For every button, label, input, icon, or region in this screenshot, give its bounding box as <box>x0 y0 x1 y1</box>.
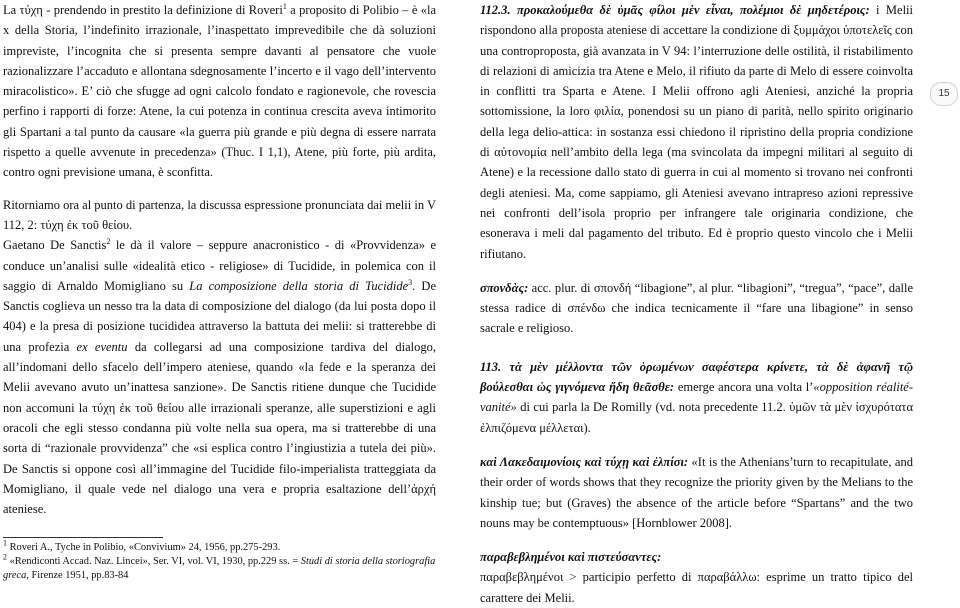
commentary-text: acc. plur. di σπονδή “libagione”, al plur. “libagioni”, “tregua”, “pace”, dalle stessa radice di σπένδω che indica tecnicamente il “fare una libagione” in senso sacrale e religioso. <box>480 280 913 336</box>
footnote-1 <box>3 538 436 555</box>
lemma-heading: 112.3. προκαλούμεθα δὲ ὑμᾶς φίλοι μὲν εἶναι, πολέμιοι δὲ μηδετέροις: <box>480 3 870 17</box>
paragraph-text: . De Sanctis coglieva un nesso tra la data di composizione del dialogo (da lui posta dopo il 404) e la presa di posizione tucididea attraverso la battuta dei melii: si tratterebbe di una profezia <box>3 278 436 354</box>
footnote-ref-1[interactable]: 1 <box>282 1 287 11</box>
paragraph-return: Ritorniamo ora al punto di partenza, la discussa espressione pronunciata dai melii in V 112, 2: τύχη ἐκ τοῦ θείου. <box>3 197 436 232</box>
footnote-2 <box>3 552 436 583</box>
commentary-text: «It is the Athenians’turn to recapitulate, and their order of words shows that they recognize the priority given by the Melians to the kinship tue; but (Graves) the absence of the article before “Spartans” and the two nouns may be contemptuous» [Hornblower 2008]. <box>480 454 913 530</box>
paragraph-text: le dà il valore – seppure anacronistico - di «Provvidenza» e conduce un’analisi sulle «idealità etico - religiose» di Tucidide, in polemica con il saggio di Arnaldo Momigliano su <box>3 238 436 293</box>
commentary-spondas <box>480 278 913 339</box>
footnote-text: «Rendiconti Accad. Naz. Lincei», Ser. VI, vol. VI, 1930, pp.229 ss. = <box>7 556 301 568</box>
paragraph-text: a proposito di Polibio – è «la x della Storia, l’indefinito irrazionale, l’inaspettato imprevedibile che dà soluzioni impreviste, l’incognita che si presenta sempre davanti al pensatore che vuole razionalizzare l’accaduto e allontana sdegnosamente l’incerto e il vago dell’intervento miracolistico». E’ ciò che sfugge ad ogni calcolo fondato e ragionevole, che rovescia perfino i rapporti di forze: Atene, la cui potenza in continua crescita aveva intimorito gli Spartani a tal punto da causare «la guerra più grande e più degna di essere narrata rispetto a quelle avvenute in precedenza» (Thuc. I 1,1), Atene, più forte, più ardita, contro ogni previsione umana, è sconfitta. <box>3 3 437 180</box>
footnotes <box>3 537 436 584</box>
commentary-text: emerge ancora una volta l’ <box>674 380 814 395</box>
footnote-text: , Firenze 1951, pp.83-84 <box>26 570 129 582</box>
lemma-heading: σπονδὰς: <box>480 280 529 295</box>
lemma-heading: καὶ Λακεδαιμονίοις καὶ τύχῃ καὶ ἐλπίσι: <box>480 454 689 469</box>
commentary-parabeblemenoi <box>480 547 913 567</box>
footnote-ref-2[interactable]: 2 <box>106 237 111 247</box>
quoted-phrase: «opposition réalité-vanité» <box>480 380 914 415</box>
footnote-rule <box>3 537 163 538</box>
lemma-heading: παραβεβλημένοι καὶ πιστεύσαντες: <box>480 550 662 565</box>
commentary-112-3 <box>480 0 913 264</box>
paragraph-text: La τύχη - prendendo in prestito la definizione di Roveri <box>3 3 283 17</box>
commentary-parabeblemenoi-text: παραβεβλημένοι > participio perfetto di παραβάλλω: esprime un tratto tipico del carattere dei Melii. <box>480 570 913 605</box>
book-title: La composizione della storia di Tucidide <box>189 278 409 293</box>
commentary-text: i Melii rispondono alla proposta ateniese di accettare la condizione di ξυμμάχοι ὑποτελεῖς con una controproposta, già avanzata in V 94: l’interruzione delle ostilità, il ristabilimento di relazioni di amicizia tra Atene e Melo, il rifiuto da parte di Melo di essere coinvolta in conflitti tra Sparta e Atene. I Melii offrono agli Ateniesi, anziché la propria sottomissione, la loro φιλία, ponendosi su un piano di parità, nello spirito originario della lega delio-attica: in sostanza essi chiedono il ripristino della propria condizione di αὐτονομία nell’ambito della lega (ma svincolata da impegni militari al seguito di Atene) e la recessione dallo stato di guerra in cui al momento si trovano nei confronti degli ateniesi. Ma, come sappiamo, gli Ateniesi avevano intrapreso azioni repressive nei confronti dell’isola proprio per infrangere tale originaria condizione, che esonerava i meli dal pagamento del tributo. Ed è proprio questo vincolo che i Melii rifiutano. <box>480 3 913 261</box>
footnote-text: Roveri A., Tyche in Polibio, «Convivium» 24, 1956, pp.275-293. <box>7 542 281 553</box>
paragraph-text: da collegarsi ad una composizione tardiva del dialogo, all’indomani dello sfacelo dell’impero ateniese, quando «la fede e la speranza dei Melii avevano avuto un’inattesa sanzione». De Sanctis ritiene dunque che Tucidide non accomuni la τύχη ἐκ τοῦ θείου alle irrazionali speranze, alle superstizioni e agli oracoli che egli stesso condanna più volte nella sua opera, ma si tratterebbe di una sorta di “razionale provvidenza” che «si esplica contro l’ingiustizia a tutela dei più». De Sanctis si oppone così all’immagine del Tucidide filo-imperialista tratteggiata da Momigliano, il quale vede nel dialogo una vera e propria esaltazione dell’ἀρχή ateniese. <box>3 339 436 517</box>
commentary-lakedaimoniois <box>480 452 913 533</box>
latin-phrase: ex eventu <box>76 339 128 354</box>
footnote-number: 1 <box>3 538 7 548</box>
commentary-text: di cui parla la De Romilly (vd. nota precedente 11.2. ὑμῶν τὰ μὲν ἰσχυρότατα ἐλπιζόμενα μέλλεται). <box>480 400 913 435</box>
commentary-113 <box>480 357 913 438</box>
paragraph-tyche <box>3 0 436 183</box>
footnote-number: 2 <box>3 552 7 562</box>
left-column <box>3 0 436 519</box>
lemma-heading: 113. τὰ μὲν μέλλοντα τῶν ὁρωμένων σαφέστερα κρίνετε, τὰ δὲ ἀφανῆ τῷ βούλεσθαι ὡς γιγνόμενα ἤδη θεᾶσθε: <box>480 359 913 395</box>
page-number: 15 <box>930 82 958 106</box>
paragraph-text: Gaetano De Sanctis <box>3 238 107 253</box>
footnote-book-title: Studi di storia della storiografia greca <box>3 556 436 582</box>
right-column <box>480 0 913 608</box>
footnote-ref-3[interactable]: 3 <box>408 277 413 287</box>
paragraph-de-sanctis <box>3 235 436 519</box>
